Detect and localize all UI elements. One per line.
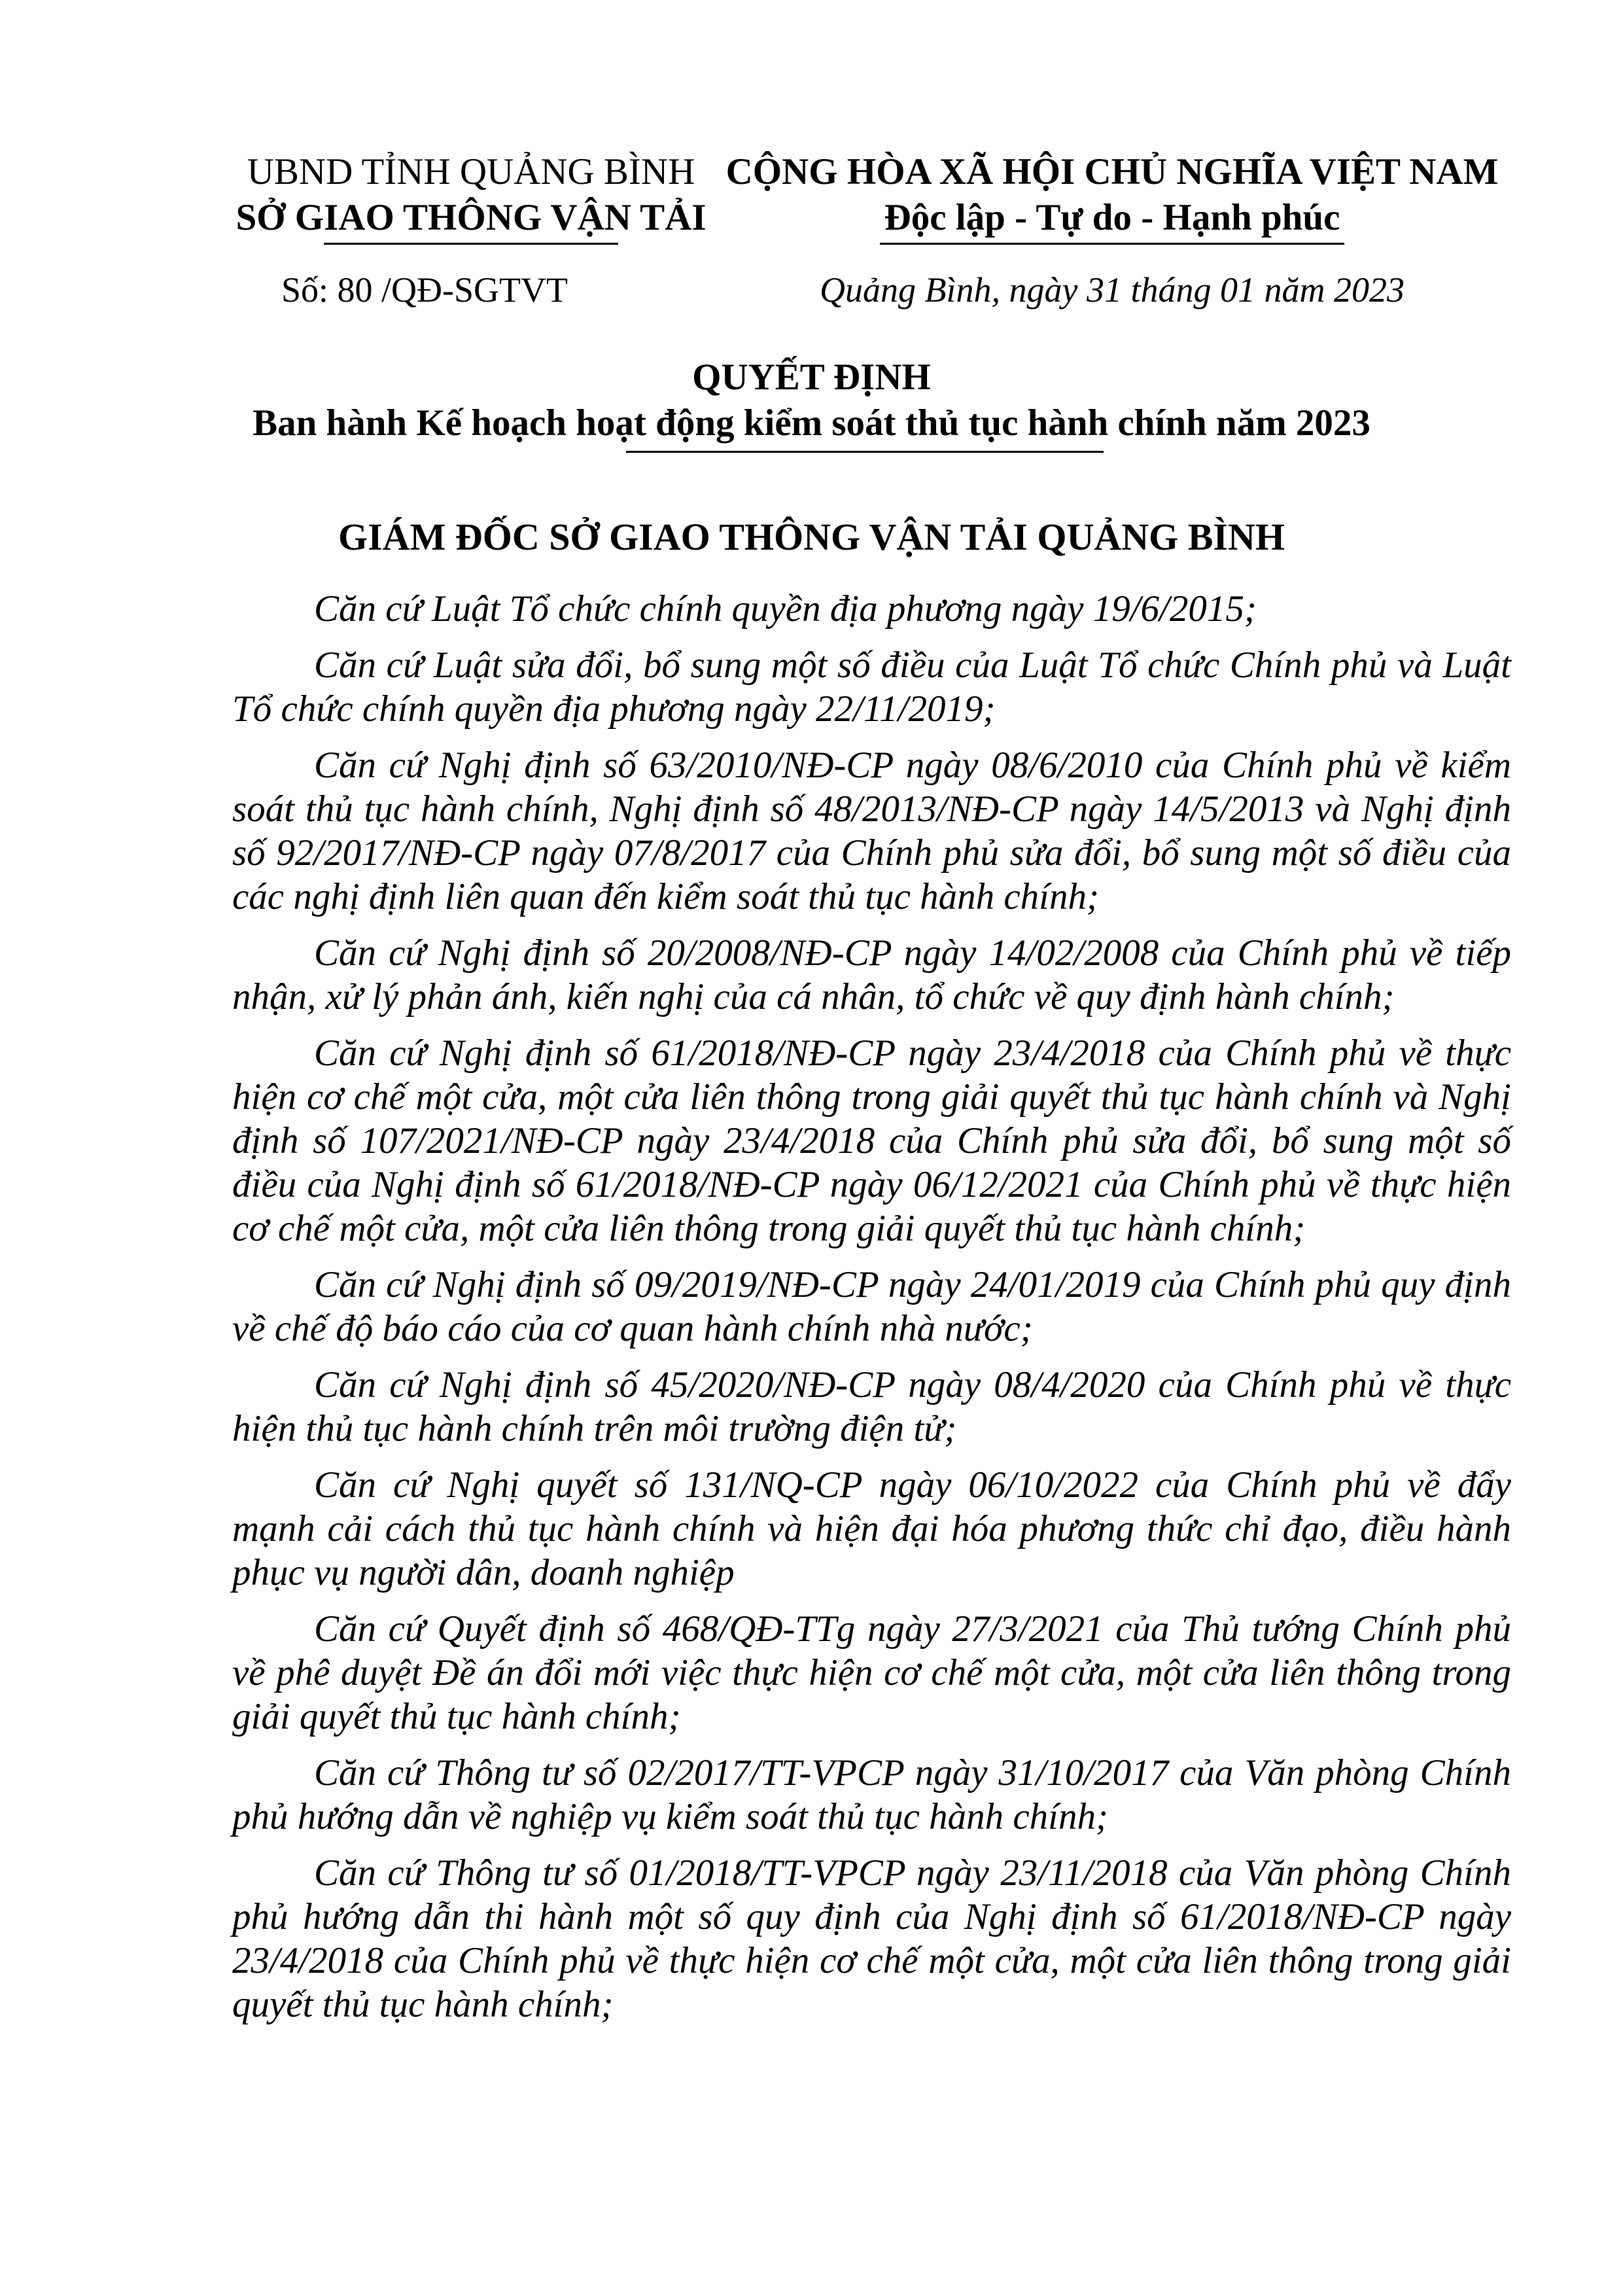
document-subtitle: Ban hành Kế hoạch hoạt động kiểm soát thủ tục hành chính năm 2023 xyxy=(253,402,1370,444)
issuing-authority: GIÁM ĐỐC SỞ GIAO THÔNG VẬN TẢI QUẢNG BÌNH xyxy=(338,516,1285,558)
legal-basis-paragraph: Căn cứ Nghị định số 63/2010/NĐ-CP ngày 08/6/2010 của Chính phủ về kiểm soát thủ tục hành chính, Nghị định số 48/2013/NĐ-CP ngày 14/5/2013 và Nghị định số 92/2017/NĐ-CP ngày 07/8/2017 của Chính phủ sửa đổi, bổ sung một số điều của các nghị định liên quan đến kiểm soát thủ tục hành chính; xyxy=(232,745,1511,917)
issuing-department: SỞ GIAO THÔNG VẬN TẢI xyxy=(236,197,707,238)
left-header-underline xyxy=(324,243,618,245)
legal-basis-paragraph: Căn cứ Nghị quyết số 131/NQ-CP ngày 06/10/2022 của Chính phủ về đẩy mạnh cải cách thủ tục hành chính và hiện đại hóa phương thức chỉ đạo, điều hành phục vụ người dân, doanh nghiệp xyxy=(232,1464,1511,1593)
legal-basis-paragraph: Căn cứ Nghị định số 09/2019/NĐ-CP ngày 24/01/2019 của Chính phủ quy định về chế độ báo cáo của cơ quan hành chính nhà nước; xyxy=(232,1264,1511,1349)
document-title: QUYẾT ĐỊNH xyxy=(692,357,931,398)
legal-basis-paragraph: Căn cứ Nghị định số 61/2018/NĐ-CP ngày 23/4/2018 của Chính phủ về thực hiện cơ chế một cửa, một cửa liên thông trong giải quyết thủ tục hành chính và Nghị định số 107/2021/NĐ-CP ngày 23/4/2018 của Chính phủ sửa đổi, bổ sung một số điều của Nghị định số 61/2018/NĐ-CP ngày 06/12/2021 của Chính phủ về thực hiện cơ chế một cửa, một cửa liên thông trong giải quyết thủ tục hành chính; xyxy=(232,1033,1511,1249)
document-number: Số: 80 /QĐ-SGTVT xyxy=(281,270,568,309)
legal-basis-paragraph: Căn cứ Nghị định số 20/2008/NĐ-CP ngày 14/02/2008 của Chính phủ về tiếp nhận, xử lý phản ánh, kiến nghị của cá nhân, tổ chức về quy định hành chính; xyxy=(232,932,1511,1017)
motto-underline xyxy=(880,243,1344,245)
national-motto: Độc lập - Tự do - Hạnh phúc xyxy=(884,197,1340,238)
legal-basis-paragraph: Căn cứ Luật Tổ chức chính quyền địa phương ngày 19/6/2015; xyxy=(314,588,1257,629)
issuing-province: UBND TỈNH QUẢNG BÌNH xyxy=(247,151,695,192)
document-date: Quảng Bình, ngày 31 tháng 01 năm 2023 xyxy=(820,270,1405,309)
national-title: CỘNG HÒA XÃ HỘI CHỦ NGHĨA VIỆT NAM xyxy=(725,151,1499,192)
legal-basis-paragraph: Căn cứ Nghị định số 45/2020/NĐ-CP ngày 08/4/2020 của Chính phủ về thực hiện thủ tục hành chính trên môi trường điện tử; xyxy=(232,1364,1511,1449)
legal-basis-paragraph: Căn cứ Quyết định số 468/QĐ-TTg ngày 27/3/2021 của Thủ tướng Chính phủ về phê duyệt Đề án đổi mới việc thực hiện cơ chế một cửa, một cửa liên thông trong giải quyết thủ tục hành chính; xyxy=(232,1608,1511,1737)
legal-basis-section xyxy=(232,587,1511,2039)
subtitle-underline xyxy=(626,451,1104,453)
legal-basis-paragraph: Căn cứ Luật sửa đổi, bổ sung một số điều của Luật Tổ chức Chính phủ và Luật Tổ chức chính quyền địa phương ngày 22/11/2019; xyxy=(232,645,1511,730)
legal-basis-paragraph: Căn cứ Thông tư số 01/2018/TT-VPCP ngày 23/11/2018 của Văn phòng Chính phủ hướng dẫn thi hành một số quy định của Nghị định số 61/2018/NĐ-CP ngày 23/4/2018 của Chính phủ về thực hiện cơ chế một cửa, một cửa liên thông trong giải quyết thủ tục hành chính; xyxy=(232,1852,1511,2025)
legal-basis-paragraph: Căn cứ Thông tư số 02/2017/TT-VPCP ngày 31/10/2017 của Văn phòng Chính phủ hướng dẫn về nghiệp vụ kiểm soát thủ tục hành chính; xyxy=(232,1752,1511,1837)
